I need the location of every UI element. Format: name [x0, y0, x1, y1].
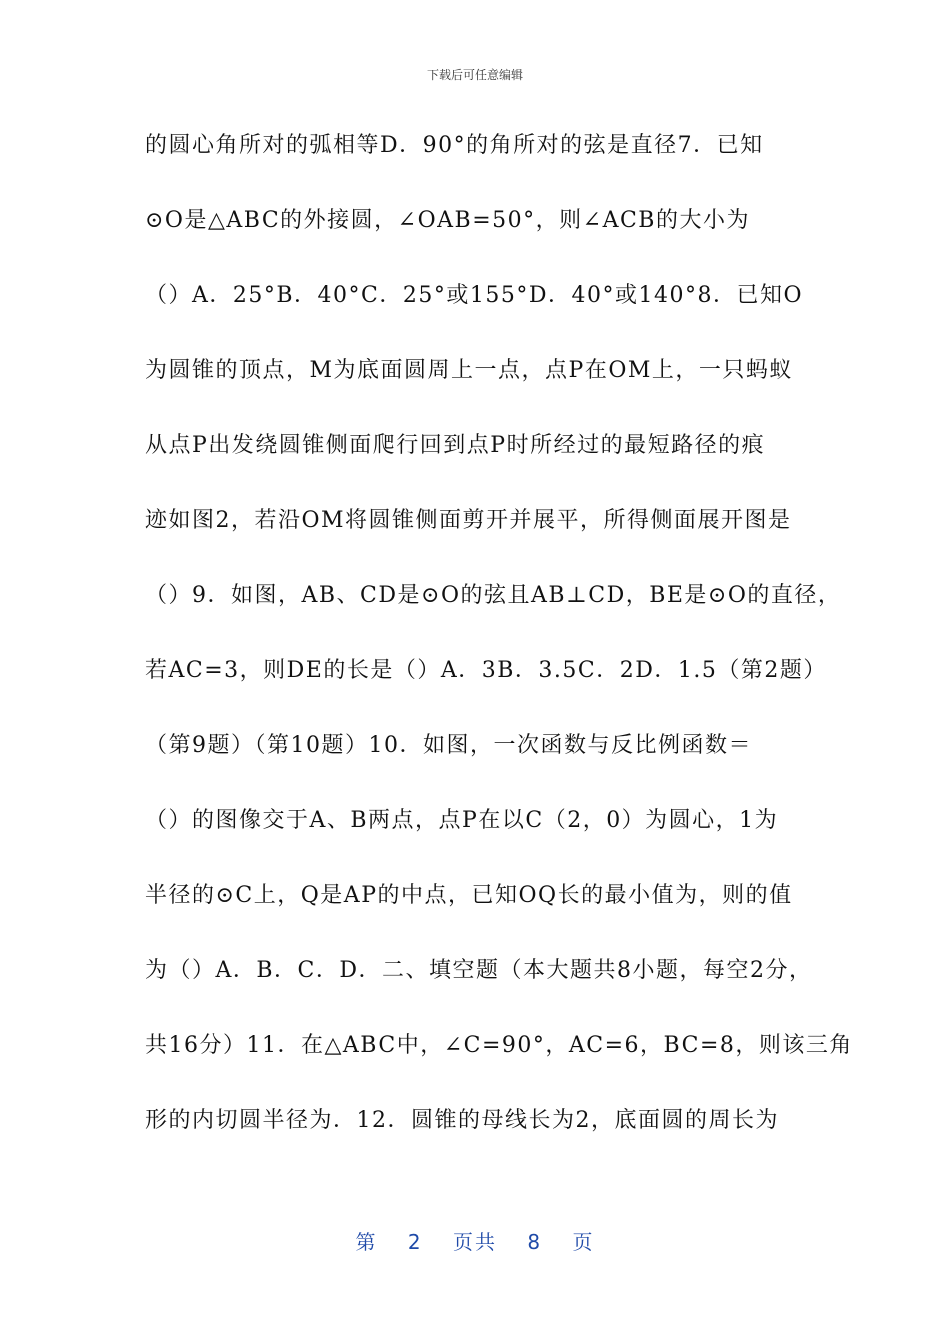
text-line: （）的图像交于A、B两点，点P在以C（2，0）为圆心，1为 — [145, 808, 779, 833]
text-line: 的圆心角所对的弧相等D．90°的角所对的弦是直径7．已知 — [145, 133, 764, 158]
text-line: （第9题）（第10题）10．如图，一次函数与反比例函数＝ — [145, 733, 752, 758]
text-line: 为圆锥的顶点，M为底面圆周上一点，点P在OM上，一只蚂蚁 — [145, 358, 793, 383]
document-body — [145, 118, 853, 1168]
total-page-count: 8 — [527, 1230, 543, 1254]
current-page-number: 2 — [407, 1230, 423, 1254]
footer-prefix: 第 — [355, 1230, 378, 1254]
text-line: 从点P出发绕圆锥侧面爬行回到点P时所经过的最短路径的痕 — [145, 433, 766, 458]
text-line: 共16分）11．在△ABC中，∠C=90°，AC=6，BC=8，则该三角 — [145, 1033, 853, 1058]
text-line: 若AC=3，则DE的长是（）A．3B．3.5C．2D．1.5（第2题） — [145, 658, 827, 683]
page-footer — [0, 1226, 950, 1255]
text-line: 为（）A．B．C．D．二、填空题（本大题共8小题，每空2分， — [145, 958, 813, 983]
text-line: 形的内切圆半径为．12．圆锥的母线长为2，底面圆的周长为 — [145, 1108, 779, 1133]
text-line: （）A．25°B．40°C．25°或155°D．40°或140°8．已知O — [145, 283, 804, 308]
text-line: （）9．如图，AB、CD是⊙O的弦且AB⊥CD，BE是⊙O的直径， — [145, 583, 842, 608]
footer-suffix: 页 — [572, 1230, 595, 1254]
text-line: 半径的⊙C上，Q是AP的中点，已知OQ长的最小值为，则的值 — [145, 883, 793, 908]
header-note: 下载后可任意编辑 — [426, 68, 523, 82]
text-line: ⊙O是△ABC的外接圆，∠OAB=50°，则∠ACB的大小为 — [145, 208, 750, 233]
text-line: 迹如图2，若沿OM将圆锥侧面剪开并展平，所得侧面展开图是 — [145, 508, 792, 533]
footer-middle: 页共 — [453, 1230, 497, 1254]
